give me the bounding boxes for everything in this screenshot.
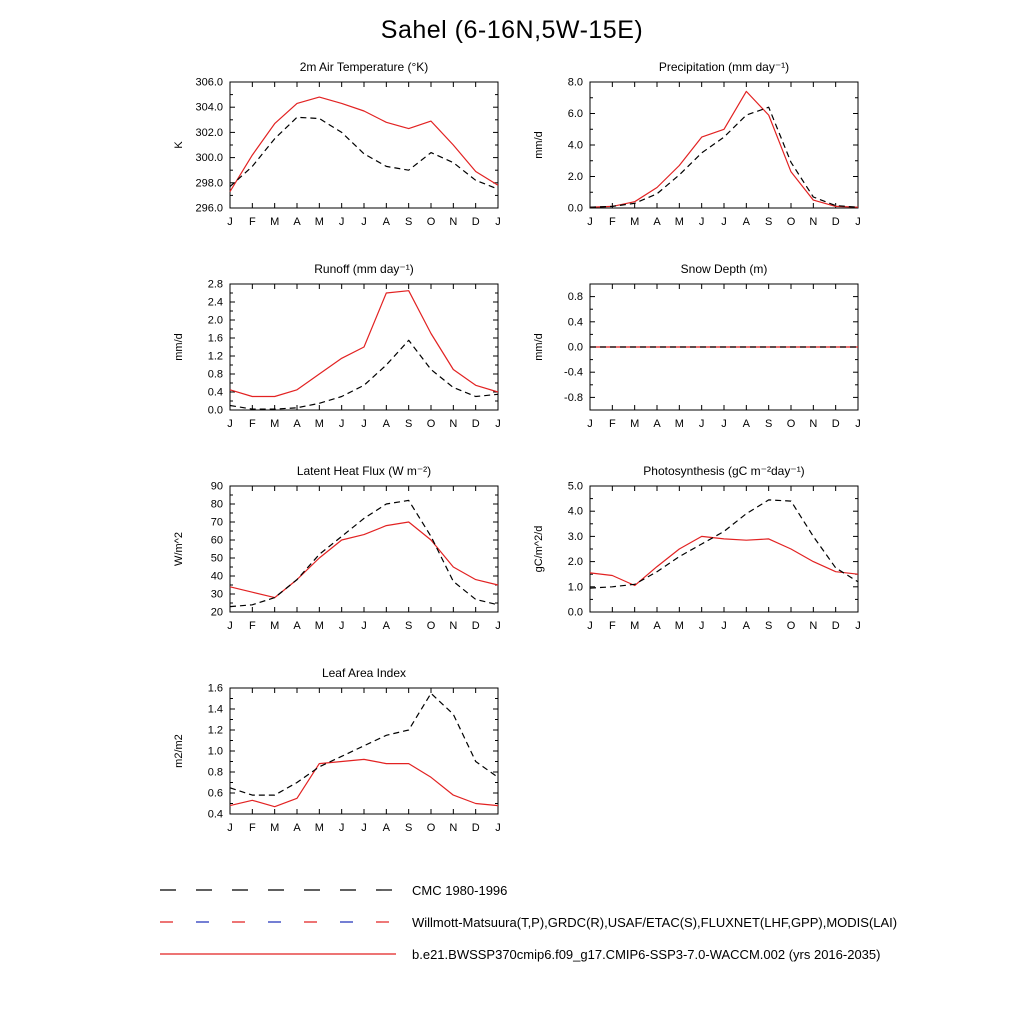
x-tick-label: S	[404, 822, 413, 834]
y-tick-label: 4.0	[567, 505, 583, 518]
legend-label-obs2: Willmott-Matsuura(T,P),GRDC(R),USAF/ETAC(S),FLUXNET(LHF,GPP),MODIS(LAI)	[412, 914, 898, 930]
x-tick-label: J	[227, 822, 233, 834]
dashed-black-line-icon	[158, 883, 398, 897]
x-tick-label: A	[382, 620, 391, 632]
x-tick-label: J	[227, 418, 233, 430]
y-tick-label: 90	[210, 480, 223, 493]
chart-precipitation	[526, 56, 866, 248]
x-tick-label: F	[248, 418, 256, 430]
x-tick-label: A	[653, 418, 661, 430]
y-tick-label: 2.8	[207, 278, 223, 291]
x-tick-label: O	[786, 418, 796, 430]
obs-line	[590, 107, 858, 207]
chart-canvas	[526, 56, 866, 248]
y-tick-label: 1.6	[207, 332, 223, 345]
x-tick-label: J	[338, 822, 345, 834]
chart-title: Leaf Area Index	[321, 666, 407, 680]
y-tick-label: 0.0	[567, 341, 583, 354]
x-tick-label: N	[449, 216, 458, 228]
x-tick-label: M	[674, 418, 684, 430]
x-tick-label: F	[248, 620, 256, 632]
model-line	[230, 522, 498, 598]
x-tick-label: F	[608, 216, 616, 228]
chart-canvas	[166, 258, 506, 450]
y-tick-label: 0.8	[567, 291, 583, 304]
x-tick-label: N	[809, 620, 818, 632]
model-line	[230, 291, 498, 397]
x-tick-label: J	[338, 620, 345, 632]
y-tick-label: -0.4	[564, 366, 583, 379]
y-tick-label: 0.0	[207, 404, 223, 417]
obs-line	[230, 117, 498, 189]
x-tick-label: S	[404, 620, 413, 632]
model-line	[590, 91, 858, 207]
x-tick-label: A	[293, 418, 301, 430]
y-tick-label: 1.4	[207, 703, 223, 716]
x-tick-label: J	[855, 620, 861, 632]
y-tick-label: 2.4	[207, 296, 223, 309]
x-tick-label: O	[786, 216, 796, 228]
x-tick-label: N	[449, 418, 458, 430]
y-tick-label: 298.0	[195, 177, 223, 190]
x-tick-label: J	[495, 822, 501, 834]
x-tick-label: M	[270, 620, 280, 632]
obs-line	[590, 500, 858, 588]
y-axis-label: W/m^2	[173, 532, 185, 566]
chart-canvas	[166, 662, 506, 854]
x-tick-label: F	[608, 418, 616, 430]
x-tick-label: A	[653, 216, 661, 228]
x-tick-label: M	[314, 418, 324, 430]
chart-title: Latent Heat Flux (W m⁻²)	[296, 464, 432, 478]
x-tick-label: M	[270, 418, 280, 430]
chart-leaf-area-index	[166, 662, 506, 854]
y-tick-label: 1.2	[207, 350, 223, 363]
x-tick-label: N	[809, 418, 818, 430]
x-tick-label: O	[426, 418, 436, 430]
x-tick-label: M	[314, 620, 324, 632]
y-axis-label: gC/m^2/d	[533, 525, 545, 573]
y-tick-label: 1.6	[207, 682, 223, 695]
x-tick-label: O	[426, 822, 436, 834]
chart-canvas	[166, 460, 506, 652]
x-tick-label: J	[495, 418, 501, 430]
x-tick-label: A	[742, 620, 751, 632]
chart-photosynthesis	[526, 460, 866, 652]
x-tick-label: N	[809, 216, 818, 228]
obs-line	[230, 500, 498, 606]
x-tick-label: J	[721, 216, 727, 228]
x-tick-label: J	[587, 620, 593, 632]
x-tick-label: D	[471, 620, 480, 632]
model-line	[230, 759, 498, 806]
x-tick-label: J	[361, 216, 367, 228]
x-tick-label: M	[630, 418, 640, 430]
chart-runoff	[166, 258, 506, 450]
chart-2m-air-temperature	[166, 56, 506, 248]
plot-frame	[230, 82, 498, 208]
y-tick-label: 50	[210, 552, 223, 565]
legend-row-obs1	[158, 874, 897, 906]
x-tick-label: J	[721, 418, 727, 430]
x-tick-label: D	[831, 418, 840, 430]
legend-label-obs1: CMC 1980-1996	[412, 882, 508, 898]
chart-title: Precipitation (mm day⁻¹)	[658, 60, 790, 74]
legend	[158, 874, 897, 970]
y-tick-label: 1.0	[567, 581, 583, 594]
x-tick-label: J	[698, 216, 705, 228]
y-tick-label: 0.8	[207, 368, 223, 381]
x-tick-label: D	[831, 620, 840, 632]
y-tick-label: 4.0	[567, 139, 583, 152]
x-tick-label: A	[293, 822, 301, 834]
x-tick-label: M	[314, 822, 324, 834]
x-tick-label: A	[293, 620, 301, 632]
x-tick-label: J	[227, 620, 233, 632]
x-tick-label: S	[404, 216, 413, 228]
plot-frame	[230, 486, 498, 612]
chart-snow-depth	[526, 258, 866, 450]
y-tick-label: 302.0	[195, 126, 223, 139]
chart-title: Runoff (mm day⁻¹)	[314, 262, 414, 276]
x-tick-label: F	[248, 216, 256, 228]
y-tick-label: 0.0	[567, 606, 583, 619]
x-tick-label: J	[587, 418, 593, 430]
y-tick-label: 0.0	[567, 202, 583, 215]
y-tick-label: 1.0	[207, 745, 223, 758]
y-tick-label: 2.0	[567, 171, 583, 183]
x-tick-label: M	[674, 216, 684, 228]
solid-red-line-icon	[158, 947, 398, 961]
x-tick-label: J	[698, 620, 705, 632]
x-tick-label: J	[698, 418, 705, 430]
y-axis-label: K	[173, 141, 185, 149]
x-tick-label: A	[382, 822, 391, 834]
obs-line	[230, 340, 498, 409]
obs-line	[230, 693, 498, 795]
y-axis-label: mm/d	[173, 333, 185, 361]
y-tick-label: 0.4	[207, 386, 223, 399]
model-line	[590, 536, 858, 585]
chart-canvas	[526, 460, 866, 652]
chart-title: Snow Depth (m)	[680, 262, 768, 276]
x-tick-label: O	[786, 620, 796, 632]
plot-frame	[590, 486, 858, 612]
x-tick-label: M	[270, 216, 280, 228]
chart-latent-heat-flux	[166, 460, 506, 652]
x-tick-label: M	[630, 216, 640, 228]
x-tick-label: M	[674, 620, 684, 632]
x-tick-label: S	[764, 620, 773, 632]
x-tick-label: D	[471, 822, 480, 834]
x-tick-label: J	[721, 620, 727, 632]
x-tick-label: J	[855, 216, 861, 228]
x-tick-label: J	[855, 418, 861, 430]
x-tick-label: A	[382, 216, 391, 228]
x-tick-label: J	[227, 216, 233, 228]
x-tick-label: J	[495, 216, 501, 228]
y-tick-label: 0.4	[207, 808, 223, 821]
x-tick-label: F	[248, 822, 256, 834]
x-tick-label: D	[471, 216, 480, 228]
x-tick-label: S	[764, 418, 773, 430]
x-tick-label: J	[587, 216, 593, 228]
chart-canvas	[526, 258, 866, 450]
x-tick-label: J	[361, 418, 367, 430]
legend-row-obs2	[158, 906, 897, 938]
x-tick-label: J	[338, 418, 345, 430]
x-tick-label: M	[314, 216, 324, 228]
y-tick-label: 40	[210, 570, 223, 583]
y-tick-label: 304.0	[195, 101, 223, 114]
y-tick-label: 8.0	[567, 76, 583, 89]
x-tick-label: A	[653, 620, 661, 632]
dashed-red-blue-line-icon	[158, 915, 398, 929]
y-tick-label: 60	[210, 534, 223, 547]
y-tick-label: 80	[210, 498, 223, 511]
y-tick-label: 300.0	[195, 152, 223, 165]
x-tick-label: A	[293, 216, 301, 228]
y-tick-label: 2.0	[567, 556, 583, 569]
y-tick-label: 0.6	[207, 787, 223, 800]
legend-row-model	[158, 938, 897, 970]
x-tick-label: N	[449, 822, 458, 834]
y-tick-label: 5.0	[567, 480, 583, 493]
x-tick-label: O	[426, 216, 436, 228]
x-tick-label: D	[471, 418, 480, 430]
y-tick-label: 1.2	[207, 724, 223, 737]
y-tick-label: 0.8	[207, 766, 223, 779]
x-tick-label: M	[630, 620, 640, 632]
y-tick-label: 70	[210, 516, 223, 529]
y-axis-label: mm/d	[533, 333, 545, 361]
y-tick-label: -0.8	[564, 391, 583, 404]
x-tick-label: J	[495, 620, 501, 632]
chart-canvas	[166, 56, 506, 248]
x-tick-label: J	[338, 216, 345, 228]
y-tick-label: 2.0	[207, 314, 223, 327]
x-tick-label: J	[361, 620, 367, 632]
page-title: Sahel (6-16N,5W-15E)	[380, 16, 644, 44]
y-tick-label: 0.4	[567, 316, 583, 329]
chart-title: Photosynthesis (gC m⁻²day⁻¹)	[643, 464, 805, 478]
x-tick-label: O	[426, 620, 436, 632]
x-tick-label: S	[764, 216, 773, 228]
legend-label-model: b.e21.BWSSP370cmip6.f09_g17.CMIP6-SSP3-7.0-WACCM.002 (yrs 2016-2035)	[412, 946, 881, 962]
x-tick-label: N	[449, 620, 458, 632]
x-tick-label: S	[404, 418, 413, 430]
x-tick-label: F	[608, 620, 616, 632]
x-tick-label: D	[831, 216, 840, 228]
y-axis-label: m2/m2	[173, 734, 185, 768]
y-axis-label: mm/d	[533, 131, 545, 159]
y-tick-label: 20	[210, 606, 223, 619]
x-tick-label: A	[742, 418, 751, 430]
chart-title: 2m Air Temperature (°K)	[299, 60, 429, 74]
model-line	[230, 97, 498, 192]
y-tick-label: 6.0	[567, 108, 583, 120]
y-tick-label: 306.0	[195, 76, 223, 89]
y-tick-label: 296.0	[195, 202, 223, 215]
plot-frame	[590, 82, 858, 208]
x-tick-label: A	[742, 216, 751, 228]
y-tick-label: 30	[210, 588, 223, 601]
x-tick-label: M	[270, 822, 280, 834]
x-tick-label: A	[382, 418, 391, 430]
x-tick-label: J	[361, 822, 367, 834]
y-tick-label: 3.0	[567, 530, 583, 543]
